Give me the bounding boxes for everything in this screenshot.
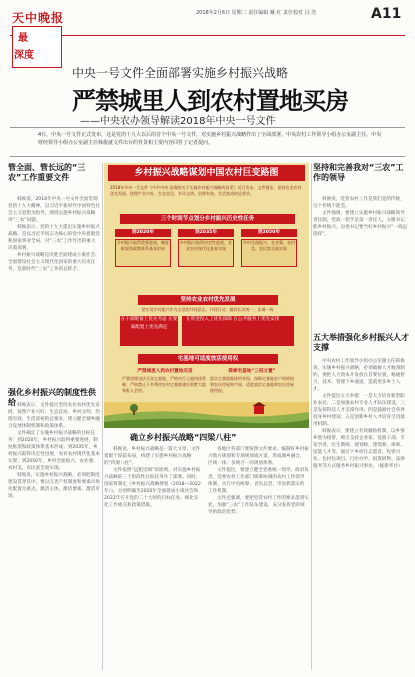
article-column bbox=[208, 446, 309, 670]
section-badge-label: 深度 bbox=[14, 50, 34, 61]
paragraph: 韩俊表示，党的十九大提出实施乡村振兴战略，是以习近平同志为核心的党中央着眼党和国家事业全局，对“三农”工作作出的重大决策部署。 bbox=[8, 225, 100, 251]
milestone-year: 到2050年 bbox=[241, 229, 297, 237]
paragraph: 各地区各部门要按照文件要求，编制好乡村振兴地方规划和专项规划或方案，形成城乡融合、区域一体、多规合一的规划体系。 bbox=[208, 447, 309, 466]
paragraph: 文件还强调，要把党管农村工作的要求落到实处，加强“三农”工作队伍建设，充分发挥党的领导的政治优势。 bbox=[208, 496, 309, 515]
column-separator bbox=[102, 163, 103, 670]
paragraph: 韩俊表示，要建立有效激励机制，以乡情乡愁为纽带，吸引支持企业家、党政干部、专家学者、医生教师、规划师、建筑师、律师、技能人才等，通过下乡担任志愿者、投资兴业、包村包项目、行医办学、捐资捐物、法律服务等方式服务乡村振兴事业。（据新华社） bbox=[313, 429, 405, 469]
infographic-band-subtitle: 把实现乡村振兴作为全党的共同意志、共同行动，做到认识统一、步调一致 bbox=[141, 307, 274, 312]
divider bbox=[10, 127, 405, 128]
milestone-goal: 乡村全面振兴，农业强、农村美、农民富全面实现 bbox=[241, 239, 297, 267]
newspaper-logo: 天中晚报 bbox=[12, 11, 65, 25]
infographic-band: 坚持农业农村优先发展 bbox=[138, 295, 278, 305]
section-heading: 管全面、管长远的“三农”工作重要文件 bbox=[8, 163, 86, 182]
headline-kicker: 中央一号文件全面部署实施乡村振兴战略 bbox=[72, 66, 289, 80]
section-heading: 强化乡村振兴的制度性供给 bbox=[8, 388, 96, 407]
page-number: A11 bbox=[371, 6, 402, 22]
paragraph: 韩俊说，乡村振兴战略是一篇大文章，文件着眼于谋篇布局，构建了实施乡村振兴战略的“四梁八柱”。 bbox=[104, 447, 201, 466]
article-column bbox=[104, 446, 202, 670]
policy-heading: 探索宅基地“三权分置” bbox=[228, 369, 276, 374]
policy-text: 严禁违规违法买卖宅基地，严格实行土地用途管制，严格禁止下乡利用农村宅基地建设别墅大院和私人会馆。 bbox=[122, 376, 206, 393]
paragraph: 中央农村工作领导小组办公室副主任韩俊说，实施乡村振兴战略，必须破解人才瓶颈制约。要把人力资本开发放在首要位置，畅通智力、技术、管理下乡通道，造就更多乡土人才。 bbox=[313, 359, 405, 392]
article-column bbox=[8, 196, 100, 384]
paragraph: 韩俊说，2018年中央一号文件全面贯彻党的十九大精神，以习近平新时代中国特色社会主义思想为指导，围绕实施乡村振兴战略讲“三农”问题。 bbox=[8, 197, 100, 223]
infographic-band: 三个时间节点划分乡村振兴历史性任务 bbox=[120, 214, 295, 224]
farmland-illustration bbox=[104, 402, 309, 428]
section-heading: 五大举措强化乡村振兴人才支撑 bbox=[313, 333, 409, 352]
paragraph: 文件提出，要建立健全党委统一领导、政府负责、党委农村工作部门统筹协调的农村工作领导体制，实行中央统筹、省负总责、市县抓落实的工作机制。 bbox=[208, 468, 309, 494]
masthead-rule bbox=[10, 35, 405, 36]
milestone-goal: 乡村振兴取得重要进展，制度框架和政策体系基本形成 bbox=[115, 239, 171, 267]
article-column bbox=[313, 196, 409, 328]
article-column bbox=[8, 402, 100, 670]
priority-box: 在资金投入上优先保障 在公共服务上优先安排 bbox=[182, 316, 294, 346]
paragraph: 文件提出五大举措：一是大力培育新型职业农民；二是加强农村专业人才队伍建设；三是发挥科技人才支撑作用；四是鼓励社会各界投身乡村建设；五是创新乡村人才培育引进使用机制。 bbox=[313, 394, 405, 427]
paragraph: 韩俊说，党管农村工作是我们党的传统，这个传统不能丢。 bbox=[313, 197, 405, 209]
infographic-band: 宅基地可适度放活使用权 bbox=[138, 354, 278, 364]
column-separator bbox=[311, 163, 312, 670]
infographic-intro: 2018年中央一号文件《中共中央 国务院关于实施乡村振兴战略的意见》近日发布。文件提出，坚持农业农村优先发展，按照产业兴旺、生态宜居、乡风文明、治理有效、生活富裕的总要求。 bbox=[110, 185, 302, 196]
paragraph: 韩俊说，实施乡村振兴战略，必须把制度建设贯穿其中。要以完善产权制度和要素市场化配置为重点，激活主体、激活要素、激活市场。 bbox=[8, 473, 100, 499]
lead-paragraph: 4日，中央一号文件正式发布。这是党的十九大以后的首个中央一号文件，对实施乡村振兴战略作出了全面部署。中央农村工作领导小组办公室副主任、中央财经领导小组办公室副主任韩俊就文件出台的背景和主要内容回答了记者提问。 bbox=[38, 132, 382, 146]
paragraph: 文件强调，要建立实施乡村振兴战略领导责任制，党政一把手是第一责任人，五级书记抓乡村振兴。县委书记要当好乡村振兴“一线总指挥”。 bbox=[313, 211, 408, 237]
issue-line: 2018年2月6日 星期二 责任编辑 戴 红 责任校对 闫 浩 bbox=[196, 10, 317, 16]
paragraph: 文件确定了实施乡村振兴战略的目标任务：到2020年，乡村振兴取得重要进展，制度框架和政策体系基本形成；到2035年，乡村振兴取得决定性进展，农业农村现代化基本实现；到2050年，乡村全面振兴，农业强、农村美、农民富全面实现。 bbox=[8, 431, 100, 471]
section-heading: 确立乡村振兴战略“四梁八柱” bbox=[130, 433, 237, 442]
section-heading: 坚持和完善我对“三农”工作的领导 bbox=[313, 163, 404, 182]
paragraph: 文件按照“远粗近细”的原则，对实施乡村振兴战略的三个阶段性目标任务作了部署。同时，国家将制定《乡村振兴战略规划（2018—2022年）》，分别明确至2020年全面建成小康社会和2022年召开党的二十大时的目标任务，细化实化工作重点和政策措施。 bbox=[104, 468, 201, 508]
policy-heading: 严禁城里人到农村置地买房 bbox=[137, 369, 193, 374]
paragraph: 韩俊表示，文件提出坚持农业农村优先发展，按照产业兴旺、生态宜居、乡风文明、治理有效、生活富裕的总要求，建立健全城乡融合发展体制机制和政策体系。 bbox=[8, 403, 100, 429]
paragraph: 乡村振兴战略是决胜全面建成小康社会、全面建设社会主义现代化国家的重大历史任务，是新时代“三农”工作的总抓手。 bbox=[8, 253, 100, 272]
policy-text: 落实宅基地集体所有权，保障宅基地农户资格权和农民房屋财产权，适度放活宅基地和农民房屋使用权。 bbox=[210, 376, 294, 393]
section-badge-top: 最 bbox=[18, 33, 28, 44]
main-headline: 严禁城里人到农村置地买房 bbox=[72, 86, 348, 115]
divider bbox=[10, 156, 405, 157]
milestone-year: 到2035年 bbox=[178, 229, 234, 237]
infographic-title: 乡村振兴战略谋划中国农村巨变路图 bbox=[108, 165, 305, 181]
priority-box: 在干部配备上优先考虑 在要素配置上优先满足 bbox=[120, 316, 178, 346]
milestone-year: 到2020年 bbox=[115, 229, 171, 237]
article-column bbox=[313, 358, 409, 670]
headline-subtitle: ——中央农办领导解读2018年中央一号文件 bbox=[80, 116, 276, 127]
milestone-goal: 乡村振兴取得决定性进展，农业农村现代化基本实现 bbox=[178, 239, 234, 267]
